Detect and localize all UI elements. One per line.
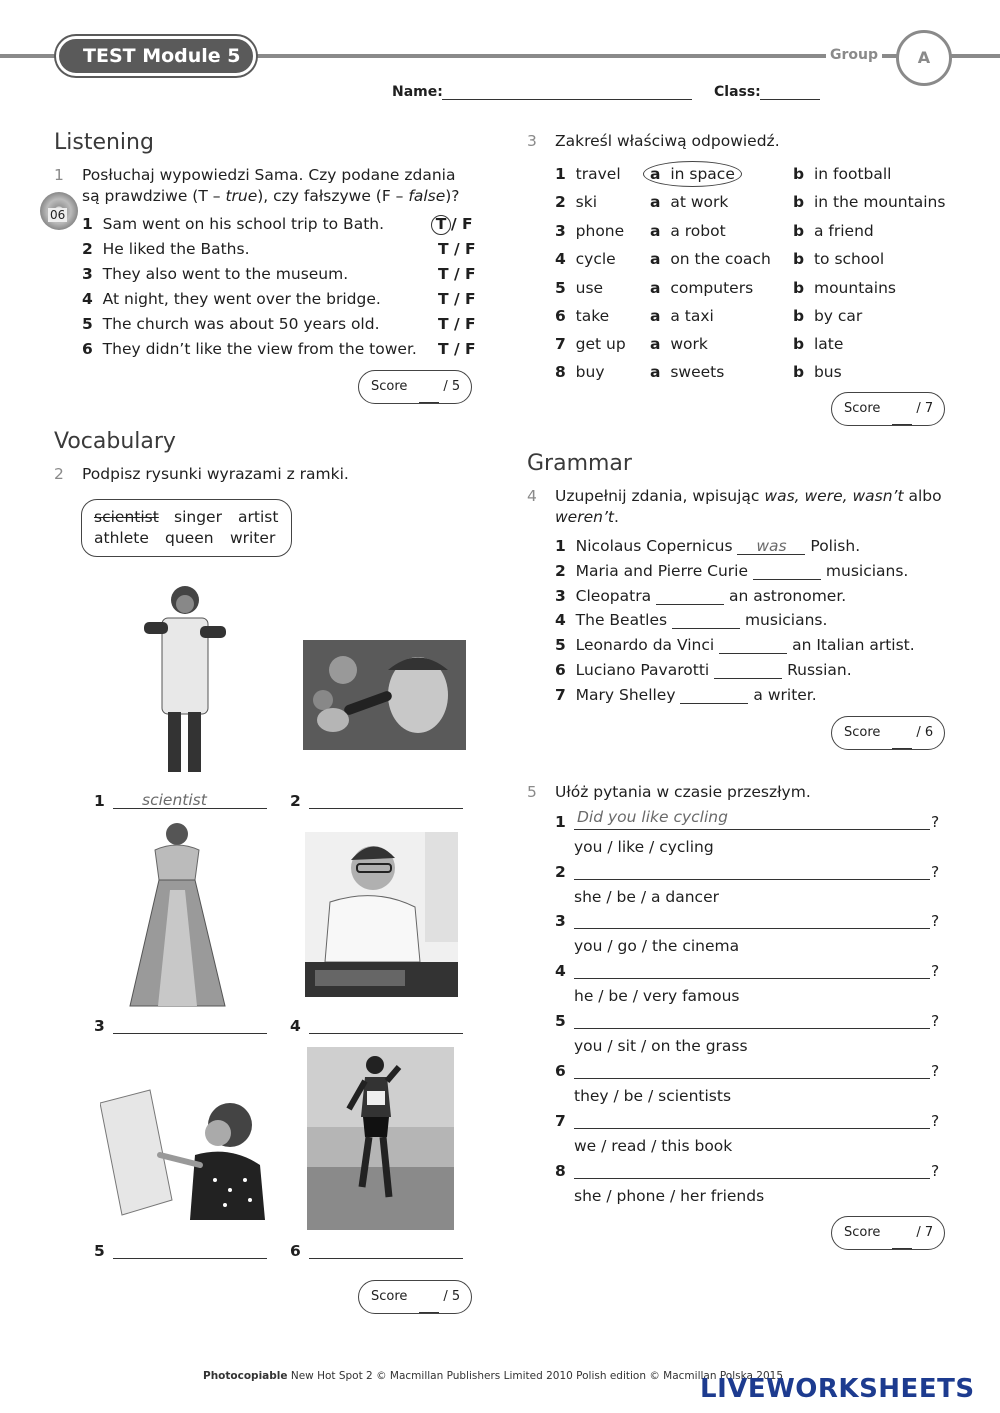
- question-mark: ?: [931, 813, 940, 831]
- item-number: 4: [555, 611, 566, 629]
- list-item: [82, 290, 381, 308]
- option-a[interactable]: [650, 250, 771, 268]
- score-box: [831, 716, 945, 750]
- word: writer: [230, 529, 276, 547]
- score-input[interactable]: [892, 717, 912, 749]
- word: artist: [238, 508, 279, 526]
- option-text: mountains: [813, 279, 896, 297]
- group-badge: A: [896, 30, 952, 86]
- instr-italic: was, were, wasn’t: [764, 487, 904, 505]
- item-number: 3: [555, 222, 566, 240]
- prompt: you / like / cycling: [574, 838, 714, 856]
- instruction-line: [82, 186, 472, 207]
- answer-field[interactable]: [113, 1016, 267, 1034]
- prompt: he / be / very famous: [574, 987, 740, 1005]
- choice-row: [555, 307, 609, 325]
- prompt: they / be / scientists: [574, 1087, 732, 1105]
- item-number: 5: [555, 1012, 566, 1030]
- option-letter: a: [650, 222, 661, 240]
- sentence-end: a writer.: [753, 686, 817, 704]
- instr-text: albo: [903, 487, 942, 505]
- sentence-start: Cleopatra: [575, 587, 652, 605]
- writer-picture: [305, 832, 458, 997]
- item-number: 1: [555, 165, 566, 183]
- option-b[interactable]: [793, 222, 874, 240]
- tf-answer[interactable]: T / F: [438, 315, 476, 333]
- option-letter: a: [650, 193, 661, 211]
- picture-label: 5: [94, 1242, 105, 1260]
- tf-answer[interactable]: T / F: [438, 265, 476, 283]
- option-letter: b: [793, 165, 805, 183]
- sentence-start: Mary Shelley: [575, 686, 676, 704]
- score-total: / 7: [916, 1225, 934, 1240]
- prompt: we / read / this book: [574, 1137, 733, 1155]
- option-text: in the mountains: [813, 193, 946, 211]
- option-a[interactable]: [650, 279, 753, 297]
- item-text: He liked the Baths.: [102, 240, 250, 258]
- score-input[interactable]: [419, 371, 439, 403]
- item-number: 1: [555, 813, 566, 831]
- option-letter: b: [793, 335, 805, 353]
- item-number: 4: [555, 962, 566, 980]
- option-letter: a: [650, 250, 661, 268]
- item-number: 3: [555, 912, 566, 930]
- scientist-picture: [130, 582, 240, 777]
- sentence-end: an astronomer.: [728, 587, 847, 605]
- list-item: [555, 686, 817, 704]
- score-total: / 7: [916, 401, 934, 416]
- option-text: bus: [813, 363, 842, 381]
- item-text: The church was about 50 years old.: [102, 315, 380, 333]
- prompt: she / be / a dancer: [574, 888, 719, 906]
- list-item: [555, 661, 852, 679]
- score-input[interactable]: [892, 393, 912, 425]
- answer-field[interactable]: [574, 860, 930, 880]
- exercise5-instruction: Ułóż pytania w czasie przeszłym.: [555, 783, 811, 801]
- item-number: 6: [82, 340, 93, 358]
- score-label: Score: [844, 1225, 881, 1240]
- singer-picture: [303, 640, 466, 750]
- group-label: Group: [826, 47, 882, 63]
- item-number: 6: [555, 307, 566, 325]
- choice-row: [555, 363, 605, 381]
- answer-field[interactable]: [574, 959, 930, 979]
- item-number: 5: [555, 279, 566, 297]
- list-item: [82, 240, 250, 258]
- choice-row: [555, 250, 616, 268]
- class-label: Class:: [714, 84, 761, 100]
- exercise3-instruction: Zakreśl właściwą odpowiedź.: [555, 132, 780, 150]
- item-number: 4: [82, 290, 93, 308]
- verb: phone: [575, 222, 625, 240]
- sentence-start: The Beatles: [575, 611, 668, 629]
- instr-text: są prawdziwe (T –: [82, 187, 226, 205]
- answer-field[interactable]: [113, 1241, 267, 1259]
- verb: get up: [575, 335, 626, 353]
- word-used: scientist: [94, 508, 159, 526]
- answer-field[interactable]: [672, 613, 740, 629]
- prompt: you / go / the cinema: [574, 937, 740, 955]
- prompt: you / sit / on the grass: [574, 1037, 748, 1055]
- choice-row: [555, 222, 624, 240]
- option-text: at work: [670, 193, 729, 211]
- option-a[interactable]: [650, 307, 714, 325]
- answer-field[interactable]: [737, 537, 805, 555]
- answer-field[interactable]: [680, 688, 748, 704]
- option-text: computers: [670, 279, 754, 297]
- item-number: 5: [82, 315, 93, 333]
- answer-field[interactable]: [753, 564, 821, 580]
- sentence-end: Polish.: [810, 537, 861, 555]
- instruction-line: [555, 507, 955, 528]
- item-number: 2: [555, 193, 566, 211]
- sentence-start: Leonardo da Vinci: [575, 636, 715, 654]
- answer-field[interactable]: [574, 1059, 930, 1079]
- sentence-start: Luciano Pavarotti: [575, 661, 710, 679]
- question-mark: ?: [931, 863, 940, 881]
- instruction-line: [555, 486, 955, 507]
- option-letter: a: [650, 279, 661, 297]
- list-item: [555, 611, 827, 629]
- test-title: TEST Module 5: [56, 36, 256, 76]
- option-letter: a: [650, 335, 661, 353]
- exercise-number: 5: [527, 783, 537, 801]
- verb: use: [575, 279, 604, 297]
- score-total: / 5: [443, 1289, 461, 1304]
- picture-label: 6: [290, 1242, 301, 1260]
- answer-field[interactable]: [656, 589, 724, 605]
- option-a[interactable]: [650, 222, 726, 240]
- answer-field[interactable]: [714, 663, 782, 679]
- score-input[interactable]: [892, 1217, 912, 1249]
- sentence-end: musicians.: [744, 611, 828, 629]
- queen-picture: [125, 820, 230, 1008]
- item-number: 6: [555, 1062, 566, 1080]
- option-text: a friend: [813, 222, 874, 240]
- picture-label: 3: [94, 1017, 105, 1035]
- word-box: [81, 499, 292, 557]
- choice-row: [555, 335, 626, 353]
- question-mark: ?: [931, 962, 940, 980]
- option-text: to school: [813, 250, 885, 268]
- option-b[interactable]: [793, 363, 842, 381]
- item-number: 4: [555, 250, 566, 268]
- score-label: Score: [371, 1289, 408, 1304]
- tf-option: / F: [451, 215, 473, 233]
- sentence-end: musicians.: [825, 562, 909, 580]
- option-b[interactable]: [793, 307, 862, 325]
- option-b[interactable]: [793, 250, 884, 268]
- score-box: [831, 1216, 945, 1250]
- item-number: 2: [555, 562, 566, 580]
- example-answer: scientist: [142, 791, 207, 809]
- vocabulary-instruction: Podpisz rysunki wyrazami z ramki.: [82, 465, 349, 483]
- instruction-line: Posłuchaj wypowiedzi Sama. Czy podane zdania: [82, 166, 456, 184]
- answer-field[interactable]: [309, 1016, 463, 1034]
- option-text: sweets: [670, 363, 725, 381]
- option-letter: b: [793, 279, 805, 297]
- exercise-number: 1: [54, 166, 64, 184]
- score-box: [358, 370, 472, 404]
- question-mark: ?: [931, 1112, 940, 1130]
- verb: travel: [575, 165, 621, 183]
- exercise-number: 4: [527, 487, 537, 505]
- answer-field[interactable]: [574, 1159, 930, 1179]
- option-letter: b: [793, 222, 805, 240]
- item-number: 7: [555, 686, 566, 704]
- athlete-picture: [307, 1047, 454, 1230]
- option-a[interactable]: [650, 335, 708, 353]
- verb: ski: [575, 193, 598, 211]
- grammar-instruction: [555, 486, 955, 528]
- score-label: Score: [844, 725, 881, 740]
- verb: buy: [575, 363, 605, 381]
- instr-italic: weren’t: [555, 508, 614, 526]
- instr-text: ), czy fałszywe (F –: [257, 187, 409, 205]
- answer-field[interactable]: [574, 1009, 930, 1029]
- item-number: 8: [555, 1162, 566, 1180]
- listening-instruction: [82, 165, 472, 207]
- option-text: in football: [813, 165, 892, 183]
- instr-italic: true: [225, 187, 258, 205]
- sentence-start: Maria and Pierre Curie: [575, 562, 749, 580]
- score-total: / 5: [443, 379, 461, 394]
- header-rule-right: [255, 54, 1000, 58]
- artist-picture: [100, 1085, 270, 1220]
- instr-text: .: [613, 508, 619, 526]
- item-text: They also went to the museum.: [102, 265, 349, 283]
- answer-field[interactable]: [574, 909, 930, 929]
- copyright-footer: [203, 1370, 783, 1382]
- question-mark: ?: [931, 1162, 940, 1180]
- name-label: Name:: [392, 84, 443, 100]
- tf-answer[interactable]: T / F: [438, 240, 476, 258]
- exercise-number: 2: [54, 465, 64, 483]
- option-letter: b: [793, 363, 805, 381]
- picture-label: 2: [290, 792, 301, 810]
- option-b[interactable]: [793, 193, 945, 211]
- option-b[interactable]: [793, 165, 891, 183]
- item-number: 7: [555, 1112, 566, 1130]
- tf-answer[interactable]: T / F: [438, 290, 476, 308]
- score-label: Score: [371, 379, 408, 394]
- choice-row: [555, 193, 597, 211]
- question-mark: ?: [931, 912, 940, 930]
- item-text: Sam went on his school trip to Bath.: [102, 215, 385, 233]
- sentence-start: Nicolaus Copernicus: [575, 537, 733, 555]
- list-item: [82, 340, 417, 358]
- item-number: 6: [555, 661, 566, 679]
- list-item: [555, 562, 908, 580]
- instr-text: )?: [445, 187, 460, 205]
- item-number: 8: [555, 363, 566, 381]
- option-a[interactable]: [650, 165, 735, 183]
- picture-label: 1: [94, 792, 105, 810]
- picture-label: 4: [290, 1017, 301, 1035]
- score-input[interactable]: [419, 1281, 439, 1313]
- listening-title: Listening: [54, 130, 154, 155]
- score-total: / 6: [916, 725, 934, 740]
- question-mark: ?: [931, 1012, 940, 1030]
- option-letter: b: [793, 307, 805, 325]
- answer-field[interactable]: [309, 1241, 463, 1259]
- item-text: They didn’t like the view from the tower.: [102, 340, 417, 358]
- item-number: 7: [555, 335, 566, 353]
- tf-answer[interactable]: T / F: [438, 340, 476, 358]
- vocabulary-title: Vocabulary: [54, 429, 176, 454]
- sentence-end: Russian.: [787, 661, 852, 679]
- instr-text: Uzupełnij zdania, wpisując: [555, 487, 765, 505]
- circled-answer: T: [431, 215, 451, 235]
- item-number: 2: [82, 240, 93, 258]
- word: singer: [174, 508, 222, 526]
- option-letter: a: [650, 363, 661, 381]
- option-letter: a: [650, 165, 661, 183]
- item-number: 5: [555, 636, 566, 654]
- option-text: late: [813, 335, 844, 353]
- item-number: 1: [555, 537, 566, 555]
- word: queen: [165, 529, 214, 547]
- answer-field[interactable]: [719, 638, 787, 654]
- option-b[interactable]: [793, 279, 896, 297]
- item-number: 3: [555, 587, 566, 605]
- answer-field[interactable]: [574, 1109, 930, 1129]
- example-answer: Did you like cycling: [577, 808, 728, 826]
- item-number: 2: [555, 863, 566, 881]
- score-label: Score: [844, 401, 881, 416]
- item-number: 3: [82, 265, 93, 283]
- choice-row: [555, 279, 603, 297]
- score-box: [358, 1280, 472, 1314]
- liveworksheets-logo[interactable]: LIVEWORKSHEETS: [700, 1374, 975, 1404]
- item-text: At night, they went over the bridge.: [102, 290, 381, 308]
- list-item: [82, 265, 348, 283]
- option-text: a robot: [670, 222, 726, 240]
- tf-answer[interactable]: [434, 215, 473, 235]
- list-item: [555, 537, 860, 555]
- list-item: [82, 315, 380, 333]
- score-box: [831, 392, 945, 426]
- list-item: [82, 215, 384, 233]
- list-item: [555, 587, 846, 605]
- option-text: on the coach: [670, 250, 771, 268]
- prompt: she / phone / her friends: [574, 1187, 765, 1205]
- item-number: 1: [82, 215, 93, 233]
- option-letter: a: [650, 307, 661, 325]
- option-text: work: [670, 335, 708, 353]
- option-text: by car: [813, 307, 863, 325]
- verb: cycle: [575, 250, 616, 268]
- question-mark: ?: [931, 1062, 940, 1080]
- answer-field[interactable]: [309, 791, 463, 809]
- sentence-end: an Italian artist.: [792, 636, 915, 654]
- option-text: in space: [670, 165, 735, 183]
- choice-row: [555, 165, 621, 183]
- list-item: [555, 636, 915, 654]
- example-answer: was: [756, 537, 787, 555]
- header-rule-left: [0, 54, 60, 58]
- option-a[interactable]: [650, 193, 728, 211]
- word: athlete: [94, 529, 149, 547]
- grammar-title: Grammar: [527, 451, 632, 476]
- option-text: a taxi: [670, 307, 714, 325]
- verb: take: [575, 307, 610, 325]
- name-field[interactable]: [442, 99, 692, 100]
- exercise-number: 3: [527, 132, 537, 150]
- instr-italic: false: [408, 187, 446, 205]
- copyright-text: New Hot Spot 2 © Macmillan Publishers Limited 2010 Polish edition © Macmillan Polska 2015: [287, 1370, 783, 1382]
- option-letter: b: [793, 193, 805, 211]
- option-letter: b: [793, 250, 805, 268]
- option-a[interactable]: [650, 363, 724, 381]
- photocopiable-label: Photocopiable: [203, 1370, 288, 1382]
- option-b[interactable]: [793, 335, 843, 353]
- class-field[interactable]: [760, 99, 820, 100]
- track-number: 06: [50, 208, 66, 222]
